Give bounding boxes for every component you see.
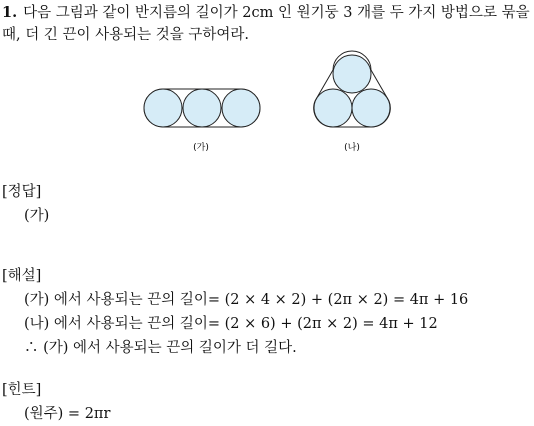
answer-value: (가)	[24, 208, 50, 224]
problem-text: 다음 그림과 같이 반지름의 길이가 2cm 인 원기둥 3 개를 두 가지 방법으로 묶을 때, 더 긴 끈이 사용되는 것을 구하여라.	[2, 5, 530, 43]
figures	[0, 52, 534, 162]
cylinder-b1	[333, 55, 371, 93]
cylinder-a1	[144, 89, 182, 127]
figure-diagrams	[0, 52, 534, 162]
cylinder-a2	[183, 89, 221, 127]
answer-header: [정답]	[2, 184, 42, 200]
problem-number: 1.	[2, 4, 18, 21]
cylinder-b2	[314, 89, 352, 127]
explanation-section	[2, 264, 468, 360]
hint-value: (원주) = 2πr	[24, 406, 111, 422]
caption-a: (가)	[193, 143, 209, 153]
explanation-header: [해설]	[2, 268, 42, 284]
hint-header: [힌트]	[2, 382, 42, 398]
caption-b: (나)	[344, 143, 360, 153]
cylinder-b3	[352, 89, 390, 127]
problem-statement	[2, 2, 532, 46]
explanation-line: (가) 에서 사용되는 끈의 길이= (2 × 4 × 2) + (2π × 2) = 4π + 16	[24, 292, 469, 308]
explanation-line: (나) 에서 사용되는 끈의 길이= (2 × 6) + (2π × 2) = 4π + 12	[24, 316, 438, 332]
figure-b	[314, 51, 391, 153]
explanation-line: ∴ (가) 에서 사용되는 끈의 길이가 더 길다.	[24, 340, 297, 356]
figure-a	[144, 89, 260, 153]
answer-section	[2, 180, 49, 228]
cylinder-a3	[222, 89, 260, 127]
hint-section	[2, 378, 110, 426]
